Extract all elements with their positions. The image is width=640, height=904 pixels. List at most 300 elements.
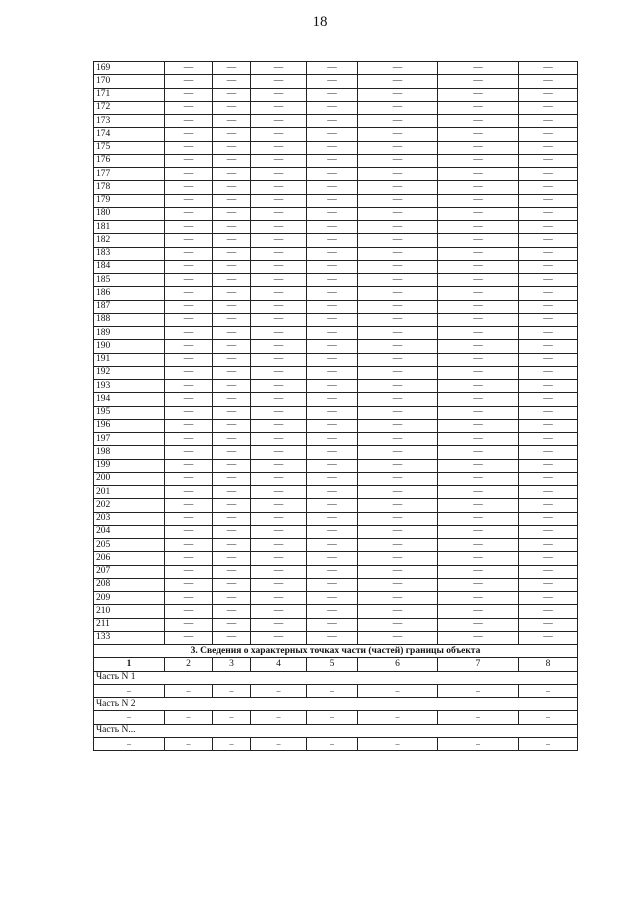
dash-mark: — — [543, 261, 553, 272]
empty-value-cell — [165, 711, 213, 724]
dash-mark: – — [395, 685, 400, 695]
empty-value-cell — [519, 313, 578, 326]
empty-value-cell — [213, 260, 251, 273]
empty-value-cell — [358, 565, 438, 578]
empty-value-cell — [94, 711, 165, 724]
dash-mark: — — [273, 473, 284, 484]
empty-value-cell — [438, 221, 519, 234]
empty-value-cell — [165, 631, 213, 644]
dash-mark: — — [183, 75, 194, 86]
empty-value-cell — [213, 287, 251, 300]
dash-mark: — — [327, 340, 337, 351]
empty-value-cell — [519, 194, 578, 207]
dash-mark: – — [186, 685, 191, 695]
dash-mark: — — [327, 274, 337, 285]
column-header: 7 — [438, 658, 519, 671]
table-row — [94, 181, 578, 194]
dash-mark: — — [543, 314, 553, 325]
empty-value-cell — [165, 380, 213, 393]
empty-value-cell — [519, 618, 578, 631]
empty-value-cell — [438, 605, 519, 618]
dash-mark: — — [392, 526, 403, 537]
empty-value-cell — [251, 141, 307, 154]
dash-mark: — — [392, 181, 403, 192]
dash-mark: — — [392, 566, 403, 577]
point-number-cell: 199 — [94, 459, 165, 472]
dash-mark: – — [546, 712, 550, 722]
table-row — [94, 221, 578, 234]
dash-mark: — — [543, 354, 553, 365]
empty-value-cell — [358, 168, 438, 181]
table-row — [94, 75, 578, 88]
dash-mark: — — [392, 619, 403, 630]
empty-value-cell — [519, 512, 578, 525]
dash-mark: — — [226, 261, 237, 272]
dash-mark: — — [473, 155, 483, 166]
empty-value-cell — [438, 353, 519, 366]
empty-value-cell — [519, 168, 578, 181]
dash-mark: — — [327, 168, 337, 179]
dash-mark: — — [226, 75, 237, 86]
empty-value-cell — [519, 406, 578, 419]
part-data-row — [94, 711, 578, 724]
table-row — [94, 433, 578, 446]
dash-mark: — — [183, 221, 194, 232]
dash-mark: — — [473, 566, 483, 577]
dash-mark: — — [226, 234, 237, 245]
empty-value-cell — [251, 512, 307, 525]
empty-value-cell — [438, 592, 519, 605]
point-number-cell: 177 — [94, 168, 165, 181]
empty-value-cell — [358, 62, 438, 75]
dash-mark: — — [226, 460, 237, 471]
dash-mark: — — [392, 102, 403, 113]
dash-mark: — — [543, 208, 553, 219]
dash-mark: — — [273, 168, 284, 179]
coordinates-table — [93, 61, 578, 751]
empty-value-cell — [213, 300, 251, 313]
empty-value-cell — [307, 433, 358, 446]
empty-value-cell — [213, 75, 251, 88]
empty-value-cell — [519, 393, 578, 406]
dash-mark: — — [327, 89, 337, 100]
dash-mark: — — [327, 102, 337, 113]
dash-mark: — — [543, 566, 553, 577]
empty-value-cell — [358, 486, 438, 499]
empty-value-cell — [165, 446, 213, 459]
empty-value-cell — [358, 154, 438, 167]
empty-value-cell — [251, 207, 307, 220]
dash-mark: — — [473, 274, 483, 285]
empty-value-cell — [165, 406, 213, 419]
point-number-cell: 197 — [94, 433, 165, 446]
empty-value-cell — [251, 552, 307, 565]
dash-mark: — — [473, 115, 483, 126]
dash-mark: — — [543, 62, 553, 73]
dash-mark: — — [473, 420, 483, 431]
dash-mark: — — [543, 460, 553, 471]
column-header: 2 — [165, 658, 213, 671]
empty-value-cell — [213, 565, 251, 578]
empty-value-cell — [307, 234, 358, 247]
empty-value-cell — [251, 300, 307, 313]
empty-value-cell — [358, 327, 438, 340]
dash-mark: — — [327, 407, 337, 418]
empty-value-cell — [438, 88, 519, 101]
dash-mark: — — [473, 102, 483, 113]
empty-value-cell — [251, 128, 307, 141]
empty-value-cell — [251, 605, 307, 618]
dash-mark: — — [327, 473, 337, 484]
dash-mark: — — [473, 486, 483, 497]
empty-value-cell — [519, 353, 578, 366]
empty-value-cell — [251, 565, 307, 578]
empty-value-cell — [213, 737, 251, 750]
table-row — [94, 631, 578, 644]
dash-mark: — — [183, 446, 194, 457]
empty-value-cell — [165, 419, 213, 432]
table-row — [94, 512, 578, 525]
column-header: 6 — [358, 658, 438, 671]
empty-value-cell — [358, 88, 438, 101]
dash-mark: — — [273, 301, 284, 312]
empty-value-cell — [213, 221, 251, 234]
empty-value-cell — [251, 115, 307, 128]
empty-value-cell — [438, 274, 519, 287]
dash-mark: — — [473, 89, 483, 100]
dash-mark: — — [273, 327, 284, 338]
point-number-cell: 187 — [94, 300, 165, 313]
empty-value-cell — [519, 433, 578, 446]
dash-mark: — — [183, 248, 194, 259]
empty-value-cell — [307, 605, 358, 618]
dash-mark: — — [392, 62, 403, 73]
dash-mark: — — [392, 446, 403, 457]
dash-mark: — — [392, 393, 403, 404]
empty-value-cell — [251, 327, 307, 340]
page-number: 18 — [312, 14, 328, 30]
empty-value-cell — [213, 168, 251, 181]
dash-mark: — — [226, 407, 237, 418]
empty-value-cell — [213, 234, 251, 247]
dash-mark: — — [226, 115, 237, 126]
dash-mark: — — [327, 75, 337, 86]
table-row — [94, 539, 578, 552]
dash-mark: — — [473, 380, 483, 391]
empty-value-cell — [307, 711, 358, 724]
empty-value-cell — [519, 605, 578, 618]
empty-value-cell — [519, 631, 578, 644]
empty-value-cell — [307, 300, 358, 313]
dash-mark: — — [273, 393, 284, 404]
empty-value-cell — [358, 247, 438, 260]
table-row — [94, 552, 578, 565]
dash-mark: — — [327, 579, 337, 590]
empty-value-cell — [358, 472, 438, 485]
dash-mark: — — [392, 287, 403, 298]
empty-value-cell — [438, 141, 519, 154]
column-header: 4 — [251, 658, 307, 671]
empty-value-cell — [165, 552, 213, 565]
empty-value-cell — [519, 539, 578, 552]
empty-value-cell — [213, 313, 251, 326]
dash-mark: — — [183, 208, 194, 219]
empty-value-cell — [519, 446, 578, 459]
table-row — [94, 207, 578, 220]
empty-value-cell — [213, 711, 251, 724]
dash-mark: — — [183, 566, 194, 577]
table-row — [94, 313, 578, 326]
dash-mark: — — [183, 619, 194, 630]
empty-value-cell — [519, 499, 578, 512]
empty-value-cell — [519, 234, 578, 247]
empty-value-cell — [213, 618, 251, 631]
empty-value-cell — [165, 260, 213, 273]
dash-mark: — — [543, 486, 553, 497]
dash-mark: – — [476, 685, 480, 695]
dash-mark: — — [273, 486, 284, 497]
empty-value-cell — [519, 128, 578, 141]
empty-value-cell — [438, 565, 519, 578]
empty-value-cell — [251, 737, 307, 750]
dash-mark: — — [543, 433, 553, 444]
dash-mark: — — [183, 552, 194, 563]
empty-value-cell — [519, 221, 578, 234]
dash-mark: — — [327, 354, 337, 365]
dash-mark: — — [183, 155, 194, 166]
dash-mark: — — [273, 261, 284, 272]
empty-value-cell — [307, 313, 358, 326]
empty-value-cell — [519, 419, 578, 432]
column-header: 5 — [307, 658, 358, 671]
point-number-cell: 209 — [94, 592, 165, 605]
dash-mark: — — [543, 181, 553, 192]
dash-mark: — — [273, 234, 284, 245]
dash-mark: — — [226, 605, 237, 616]
dash-mark: — — [473, 221, 483, 232]
point-number-cell: 172 — [94, 101, 165, 114]
empty-value-cell — [438, 525, 519, 538]
dash-mark: — — [543, 380, 553, 391]
empty-value-cell — [438, 194, 519, 207]
dash-mark: — — [183, 234, 194, 245]
point-number-cell: 181 — [94, 221, 165, 234]
empty-value-cell — [251, 340, 307, 353]
point-number-cell: 175 — [94, 141, 165, 154]
empty-value-cell — [251, 194, 307, 207]
dash-mark: — — [183, 539, 194, 550]
dash-mark: — — [183, 89, 194, 100]
empty-value-cell — [251, 631, 307, 644]
empty-value-cell — [251, 433, 307, 446]
dash-mark: – — [395, 712, 400, 722]
empty-value-cell — [165, 393, 213, 406]
dash-mark: – — [395, 738, 400, 748]
empty-value-cell — [213, 154, 251, 167]
dash-mark: — — [392, 168, 403, 179]
empty-value-cell — [519, 366, 578, 379]
dash-mark: — — [183, 420, 194, 431]
dash-mark: — — [543, 234, 553, 245]
table-row — [94, 605, 578, 618]
empty-value-cell — [358, 313, 438, 326]
empty-value-cell — [307, 631, 358, 644]
empty-value-cell — [251, 353, 307, 366]
dash-mark: — — [183, 393, 194, 404]
dash-mark: — — [473, 287, 483, 298]
point-number-cell: 206 — [94, 552, 165, 565]
empty-value-cell — [358, 260, 438, 273]
dash-mark: — — [392, 420, 403, 431]
dash-mark: — — [392, 433, 403, 444]
empty-value-cell — [358, 552, 438, 565]
table-row — [94, 247, 578, 260]
dash-mark: — — [226, 168, 237, 179]
empty-value-cell — [251, 419, 307, 432]
dash-mark: — — [327, 115, 337, 126]
dash-mark: — — [543, 552, 553, 563]
dash-mark: — — [183, 473, 194, 484]
table-row — [94, 88, 578, 101]
dash-mark: — — [273, 340, 284, 351]
dash-mark: — — [273, 566, 284, 577]
dash-mark: — — [273, 181, 284, 192]
empty-value-cell — [251, 274, 307, 287]
dash-mark: — — [473, 208, 483, 219]
empty-value-cell — [251, 181, 307, 194]
dash-mark: — — [183, 62, 194, 73]
empty-value-cell — [213, 62, 251, 75]
dash-mark: — — [543, 301, 553, 312]
empty-value-cell — [358, 512, 438, 525]
dash-mark: — — [226, 592, 237, 603]
dash-mark: — — [543, 142, 553, 153]
empty-value-cell — [307, 565, 358, 578]
dash-mark: — — [327, 499, 337, 510]
empty-value-cell — [307, 737, 358, 750]
dash-mark: — — [183, 115, 194, 126]
dash-mark: — — [226, 526, 237, 537]
empty-value-cell — [165, 539, 213, 552]
empty-value-cell — [251, 260, 307, 273]
dash-mark: — — [273, 195, 284, 206]
empty-value-cell — [519, 327, 578, 340]
empty-value-cell — [438, 168, 519, 181]
empty-value-cell — [213, 499, 251, 512]
dash-mark: — — [392, 274, 403, 285]
empty-value-cell — [307, 260, 358, 273]
empty-value-cell — [165, 565, 213, 578]
empty-value-cell — [165, 525, 213, 538]
dash-mark: — — [273, 208, 284, 219]
empty-value-cell — [165, 618, 213, 631]
empty-value-cell — [213, 433, 251, 446]
dash-mark: – — [546, 738, 550, 748]
empty-value-cell — [438, 618, 519, 631]
part-label-row — [94, 724, 578, 737]
empty-value-cell — [519, 472, 578, 485]
empty-value-cell — [251, 221, 307, 234]
dash-mark: — — [327, 62, 337, 73]
dash-mark: – — [229, 685, 234, 695]
empty-value-cell — [307, 181, 358, 194]
table-row — [94, 499, 578, 512]
empty-value-cell — [165, 459, 213, 472]
empty-value-cell — [358, 433, 438, 446]
empty-value-cell — [165, 207, 213, 220]
dash-mark: — — [273, 420, 284, 431]
dash-mark: — — [273, 221, 284, 232]
empty-value-cell — [251, 684, 307, 697]
empty-value-cell — [165, 101, 213, 114]
empty-value-cell — [165, 353, 213, 366]
empty-value-cell — [213, 552, 251, 565]
point-number-cell: 173 — [94, 115, 165, 128]
empty-value-cell — [213, 605, 251, 618]
table-row — [94, 406, 578, 419]
dash-mark: — — [473, 526, 483, 537]
dash-mark: — — [473, 75, 483, 86]
dash-mark: — — [273, 433, 284, 444]
dash-mark: — — [392, 499, 403, 510]
empty-value-cell — [213, 684, 251, 697]
dash-mark: — — [327, 605, 337, 616]
dash-mark: — — [226, 433, 237, 444]
empty-value-cell — [307, 592, 358, 605]
empty-value-cell — [213, 486, 251, 499]
empty-value-cell — [165, 168, 213, 181]
empty-value-cell — [438, 578, 519, 591]
empty-value-cell — [213, 340, 251, 353]
empty-value-cell — [358, 75, 438, 88]
dash-mark: — — [392, 407, 403, 418]
dash-mark: — — [226, 579, 237, 590]
empty-value-cell — [251, 472, 307, 485]
table-row — [94, 340, 578, 353]
dash-mark: — — [392, 473, 403, 484]
table-row — [94, 565, 578, 578]
empty-value-cell — [213, 141, 251, 154]
dash-mark: — — [273, 446, 284, 457]
empty-value-cell — [165, 578, 213, 591]
dash-mark: — — [273, 115, 284, 126]
dash-mark: — — [273, 89, 284, 100]
dash-mark: – — [186, 738, 191, 748]
table-row — [94, 353, 578, 366]
dash-mark: — — [226, 195, 237, 206]
empty-value-cell — [519, 141, 578, 154]
empty-value-cell — [307, 194, 358, 207]
point-number-cell: 193 — [94, 380, 165, 393]
dash-mark: — — [327, 539, 337, 550]
dash-mark: — — [273, 526, 284, 537]
dash-mark: — — [273, 274, 284, 285]
empty-value-cell — [213, 592, 251, 605]
dash-mark: — — [273, 155, 284, 166]
dash-mark: — — [392, 248, 403, 259]
dash-mark: — — [392, 354, 403, 365]
empty-value-cell — [213, 88, 251, 101]
dash-mark: — — [473, 552, 483, 563]
dash-mark: — — [543, 632, 553, 643]
dash-mark: — — [327, 552, 337, 563]
dash-mark: — — [226, 248, 237, 259]
dash-mark: — — [543, 393, 553, 404]
empty-value-cell — [358, 380, 438, 393]
empty-value-cell — [438, 472, 519, 485]
empty-value-cell — [519, 486, 578, 499]
empty-value-cell — [251, 711, 307, 724]
